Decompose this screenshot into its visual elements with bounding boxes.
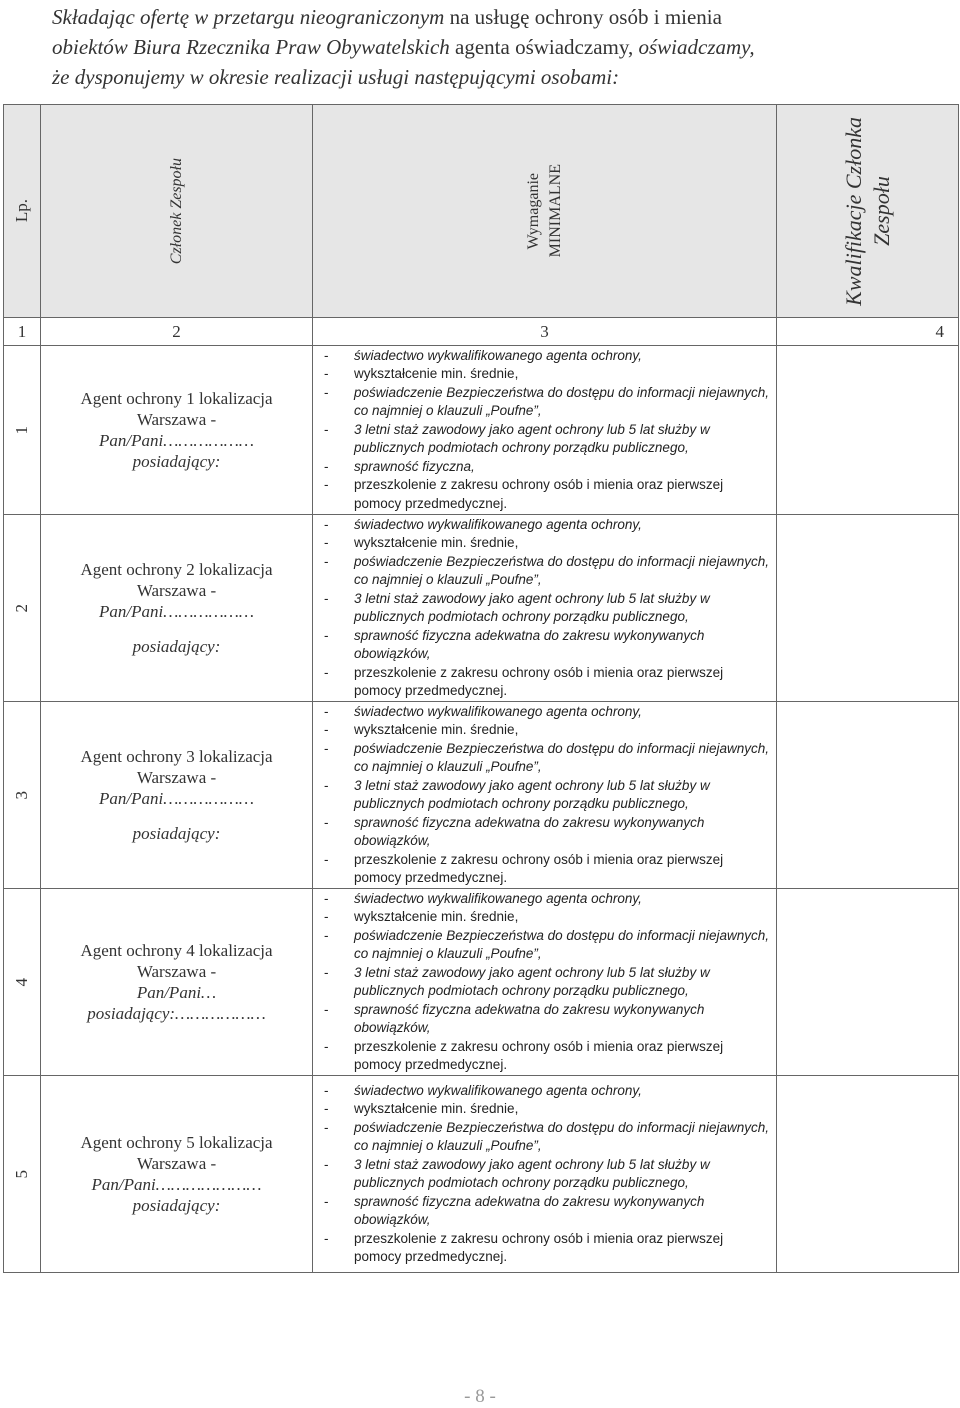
requirement-item: - wykształcenie min. średnie, xyxy=(313,534,776,553)
page-number: - 8 - xyxy=(464,1386,496,1407)
requirement-item: - 3 letni staż zawodowy jako agent ochrony lub 5 lat służby w publicznych podmiotach ochrony porządku publicznego, xyxy=(313,421,776,458)
qualifications-cell[interactable] xyxy=(777,889,959,1076)
requirement-item: - świadectwo wykwalifikowanego agenta ochrony, xyxy=(313,703,776,722)
column-number: 1 xyxy=(4,318,41,346)
requirements-list xyxy=(313,1082,776,1267)
column-numbers-row xyxy=(4,318,959,346)
qualifications-cell[interactable] xyxy=(777,702,959,889)
requirement-item: - poświadczenie Bezpieczeństwa do dostępu do informacji niejawnych, co najmniej o klauzuli „Poufne”, xyxy=(313,1119,776,1156)
member-name-placeholder: Pan/Pani……………… xyxy=(99,431,254,450)
member-name-placeholder: Pan/Pani……………… xyxy=(99,602,254,621)
requirement-item: - 3 letni staż zawodowy jako agent ochrony lub 5 lat służby w publicznych podmiotach ochrony porządku publicznego, xyxy=(313,964,776,1001)
requirement-item: - przeszkolenie z zakresu ochrony osób i mienia oraz pierwszej pomocy przedmedycznej. xyxy=(313,851,776,888)
requirement-item: - 3 letni staż zawodowy jako agent ochrony lub 5 lat służby w publicznych podmiotach ochrony porządku publicznego, xyxy=(313,590,776,627)
member-role: Agent ochrony 5 lokalizacja xyxy=(80,1133,273,1152)
member-location: Warszawa - xyxy=(136,410,217,429)
requirement-item: - sprawność fizyczna adekwatna do zakresu wykonywanych obowiązków, xyxy=(313,1193,776,1230)
header-requirement: Wymaganie MINIMALNE xyxy=(313,105,777,318)
column-number: 4 xyxy=(777,318,959,346)
member-location: Warszawa - xyxy=(136,768,217,787)
requirement-item: - przeszkolenie z zakresu ochrony osób i mienia oraz pierwszej pomocy przedmedycznej. xyxy=(313,1038,776,1075)
requirement-item: - poświadczenie Bezpieczeństwa do dostępu do informacji niejawnych, co najmniej o klauzuli „Poufne”, xyxy=(313,384,776,421)
requirements-list xyxy=(313,890,776,1075)
member-cell xyxy=(41,1076,313,1273)
column-number: 3 xyxy=(313,318,777,346)
member-cell xyxy=(41,702,313,889)
requirement-item: - świadectwo wykwalifikowanego agenta ochrony, xyxy=(313,516,776,535)
member-name-placeholder: Pan/Pani……………… xyxy=(99,789,254,808)
member-name-placeholder: Pan/Pani………………… xyxy=(91,1175,262,1194)
qualifications-cell[interactable] xyxy=(777,1076,959,1273)
column-number: 2 xyxy=(41,318,313,346)
member-location: Warszawa - xyxy=(136,581,217,600)
requirements-cell xyxy=(313,702,777,889)
qualifications-cell[interactable] xyxy=(777,346,959,515)
member-location: Warszawa - xyxy=(136,962,217,981)
requirement-item: - wykształcenie min. średnie, xyxy=(313,365,776,384)
header-lp: Lp. xyxy=(4,105,41,318)
member-having-label: posiadający: xyxy=(132,637,221,656)
member-location: Warszawa - xyxy=(136,1154,217,1173)
table-row xyxy=(4,1076,959,1273)
requirement-item: - wykształcenie min. średnie, xyxy=(313,908,776,927)
member-role: Agent ochrony 1 lokalizacja xyxy=(80,389,273,408)
table-row xyxy=(4,346,959,515)
requirement-item: - sprawność fizyczna adekwatna do zakresu wykonywanych obowiązków, xyxy=(313,814,776,851)
intro-paragraph xyxy=(52,2,952,92)
row-lp: 3 xyxy=(4,702,41,889)
intro-line-1: Składając ofertę w przetargu nieograniczonym na usługę ochrony osób i mienia xyxy=(52,5,722,29)
member-name-placeholder: Pan/Pani… xyxy=(136,983,217,1002)
row-lp: 4 xyxy=(4,889,41,1076)
requirement-item: - wykształcenie min. średnie, xyxy=(313,1100,776,1119)
table-row xyxy=(4,702,959,889)
member-role: Agent ochrony 4 lokalizacja xyxy=(80,941,273,960)
requirement-item: - przeszkolenie z zakresu ochrony osób i mienia oraz pierwszej pomocy przedmedycznej. xyxy=(313,476,776,513)
header-qualifications: Kwalifikacje Członka Zespołu xyxy=(777,105,959,318)
requirement-item: - sprawność fizyczna, xyxy=(313,458,776,477)
requirement-item: - 3 letni staż zawodowy jako agent ochrony lub 5 lat służby w publicznych podmiotach ochrony porządku publicznego, xyxy=(313,777,776,814)
requirements-list xyxy=(313,347,776,514)
requirements-cell xyxy=(313,1076,777,1273)
requirement-item: - świadectwo wykwalifikowanego agenta ochrony, xyxy=(313,347,776,366)
row-lp: 5 xyxy=(4,1076,41,1273)
intro-line-3: że dysponujemy w okresie realizacji usługi następującymi osobami: xyxy=(52,65,620,89)
requirement-item: - świadectwo wykwalifikowanego agenta ochrony, xyxy=(313,1082,776,1101)
requirements-list xyxy=(313,516,776,701)
requirement-item: - poświadczenie Bezpieczeństwa do dostępu do informacji niejawnych, co najmniej o klauzuli „Poufne”, xyxy=(313,740,776,777)
table-row xyxy=(4,889,959,1076)
header-member: Członek Zespołu xyxy=(41,105,313,318)
member-cell xyxy=(41,515,313,702)
table-row xyxy=(4,515,959,702)
requirement-item: - przeszkolenie z zakresu ochrony osób i mienia oraz pierwszej pomocy przedmedycznej. xyxy=(313,664,776,701)
member-role: Agent ochrony 2 lokalizacja xyxy=(80,560,273,579)
row-lp: 1 xyxy=(4,346,41,515)
requirements-cell xyxy=(313,346,777,515)
member-having-label: posiadający: xyxy=(132,452,221,471)
member-having-label: posiadający: xyxy=(132,824,221,843)
requirement-item: - poświadczenie Bezpieczeństwa do dostępu do informacji niejawnych, co najmniej o klauzuli „Poufne”, xyxy=(313,927,776,964)
requirement-item: - przeszkolenie z zakresu ochrony osób i mienia oraz pierwszej pomocy przedmedycznej. xyxy=(313,1230,776,1267)
requirement-item: - sprawność fizyczna adekwatna do zakresu wykonywanych obowiązków, xyxy=(313,1001,776,1038)
requirement-item: - 3 letni staż zawodowy jako agent ochrony lub 5 lat służby w publicznych podmiotach ochrony porządku publicznego, xyxy=(313,1156,776,1193)
requirement-item: - poświadczenie Bezpieczeństwa do dostępu do informacji niejawnych, co najmniej o klauzuli „Poufne”, xyxy=(313,553,776,590)
requirement-item: - sprawność fizyczna adekwatna do zakresu wykonywanych obowiązków, xyxy=(313,627,776,664)
intro-line-2: obiektów Biura Rzecznika Praw Obywatelskich agenta oświadczamy, oświadczamy, xyxy=(52,35,755,59)
requirements-list xyxy=(313,703,776,888)
member-role: Agent ochrony 3 lokalizacja xyxy=(80,747,273,766)
requirement-item: - wykształcenie min. średnie, xyxy=(313,721,776,740)
row-lp: 2 xyxy=(4,515,41,702)
requirement-item: - świadectwo wykwalifikowanego agenta ochrony, xyxy=(313,890,776,909)
requirements-cell xyxy=(313,889,777,1076)
member-cell xyxy=(41,889,313,1076)
team-table xyxy=(3,104,959,1273)
member-having-label: posiadający: xyxy=(132,1196,221,1215)
member-having-label: posiadający:……………… xyxy=(87,1004,266,1023)
header-row xyxy=(4,105,959,318)
requirements-cell xyxy=(313,515,777,702)
qualifications-cell[interactable] xyxy=(777,515,959,702)
member-cell xyxy=(41,346,313,515)
